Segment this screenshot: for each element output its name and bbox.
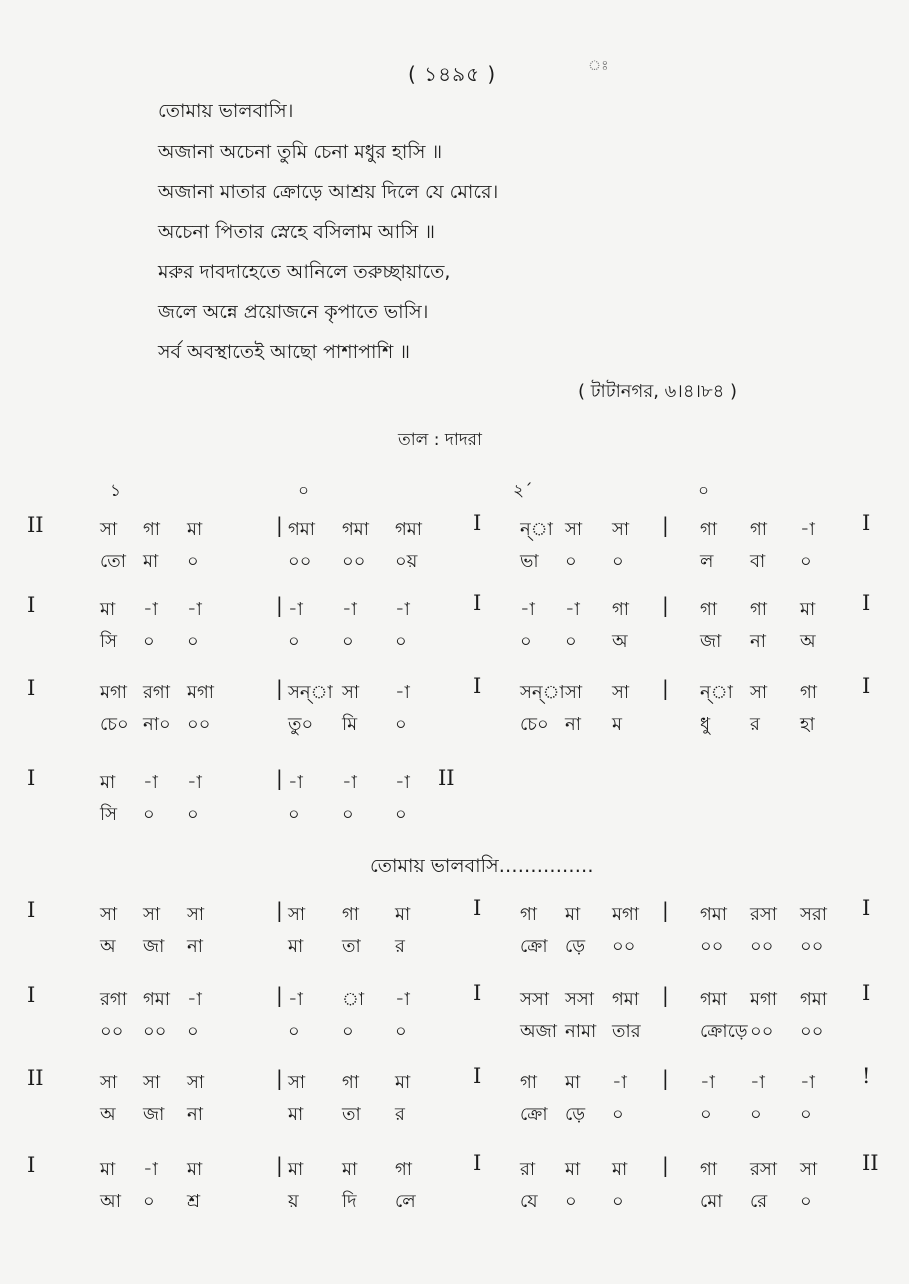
lyric-syllable: ০০: [612, 936, 636, 957]
lyric-syllable: ০: [520, 631, 532, 652]
swara-note: রগা: [143, 682, 170, 703]
lyric-syllable: ০: [750, 1104, 762, 1125]
lyric-syllable: অ: [800, 631, 816, 652]
bar-symbol-start: I: [27, 766, 36, 790]
swara-note: -া: [565, 599, 580, 620]
lyric-syllable: বা: [750, 551, 766, 572]
bar-symbol-mid: I: [473, 1151, 482, 1175]
swara-note: গা: [520, 904, 538, 925]
bar-symbol-start: I: [27, 983, 36, 1007]
bar-symbol-mid: I: [473, 674, 482, 698]
swara-note: সা: [100, 519, 118, 540]
lyric-line: সর্ব অবস্থাতেই আছো পাশাপাশি ॥: [158, 341, 410, 363]
bar-symbol-end: I: [862, 674, 871, 698]
lyric-syllable: ০০: [800, 936, 824, 957]
lyric-syllable: অ: [100, 936, 116, 957]
beat-divider: |: [276, 676, 283, 700]
swara-note: গমা: [612, 989, 640, 1010]
swara-note: গা: [342, 904, 360, 925]
swara-note: -া: [187, 989, 202, 1010]
lyric-syllable: ল: [700, 551, 714, 572]
swara-note: মগা: [612, 904, 640, 925]
lyric-syllable: ০০: [800, 1021, 824, 1042]
lyric-syllable: তা: [342, 1104, 361, 1125]
beat-divider: |: [276, 1153, 283, 1177]
swara-note: -া: [800, 519, 815, 540]
bar-symbol-mid: I: [473, 591, 482, 615]
swara-note: -া: [395, 989, 410, 1010]
swara-note: সা: [143, 904, 161, 925]
lyric-line: মরুর দাবদাহেতে আনিলে তরুচ্ছায়াতে,: [158, 261, 451, 283]
swara-note: -া: [288, 989, 303, 1010]
lyric-syllable: না: [565, 714, 581, 735]
swara-note: গমা: [700, 989, 728, 1010]
beat-marker: ২´: [513, 481, 533, 501]
bar-symbol-end: I: [862, 896, 871, 920]
bar-symbol-end: I: [862, 591, 871, 615]
corner-mark: ঃ: [588, 58, 609, 74]
lyric-syllable: হা: [800, 714, 815, 735]
swara-note: -া: [395, 682, 410, 703]
swara-note: ন্া: [520, 519, 553, 540]
lyric-syllable: ০: [612, 1191, 624, 1212]
beat-divider: |: [276, 983, 283, 1007]
lyric-syllable: শ্র: [187, 1191, 201, 1212]
swara-note: সা: [750, 682, 768, 703]
lyric-syllable: নামা: [565, 1021, 597, 1042]
lyric-syllable: ০: [800, 1191, 812, 1212]
bar-symbol-end: II: [438, 766, 455, 790]
bar-symbol-start: I: [27, 593, 36, 617]
bar-symbol-mid: I: [473, 981, 482, 1005]
swara-note: রসা: [750, 904, 778, 925]
source-note: ( টাটানগর, ৬।৪।৮৪ ): [578, 381, 738, 402]
lyric-syllable: ০: [700, 1104, 712, 1125]
lyric-syllable: ০০: [750, 1021, 774, 1042]
beat-marker: ১: [110, 481, 122, 501]
swara-note: গমা: [143, 989, 171, 1010]
lyric-syllable: ০: [143, 1191, 155, 1212]
lyric-syllable: ০: [143, 631, 155, 652]
swara-note: সন্া: [520, 682, 565, 703]
beat-divider: |: [662, 676, 669, 700]
swara-note: সা: [100, 1072, 118, 1093]
beat-divider: |: [662, 1153, 669, 1177]
lyric-line: অজানা অচেনা তুমি চেনা মধুর হাসি ॥: [158, 141, 443, 163]
swara-note: গা: [750, 599, 768, 620]
swara-note: -া: [800, 1072, 815, 1093]
swara-note: গা: [520, 1072, 538, 1093]
beat-divider: |: [662, 983, 669, 1007]
swara-note: -া: [612, 1072, 627, 1093]
lyric-syllable: ক্রো: [520, 936, 548, 957]
lyric-syllable: জা: [143, 936, 165, 957]
lyric-syllable: জা: [700, 631, 722, 652]
lyric-syllable: ০: [800, 551, 812, 572]
beat-divider: |: [276, 766, 283, 790]
lyric-syllable: র: [395, 1104, 405, 1125]
swara-note: মা: [565, 1159, 581, 1180]
lyric-syllable: র: [750, 714, 760, 735]
swara-note: গা: [395, 1159, 413, 1180]
lyric-syllable: চে০: [100, 714, 129, 735]
swara-note: সা: [342, 682, 360, 703]
lyric-syllable: ০: [342, 1021, 354, 1042]
lyric-syllable: ০০: [700, 936, 724, 957]
swara-note: -া: [750, 1072, 765, 1093]
swara-note: সা: [187, 1072, 205, 1093]
lyric-syllable: ক্রো: [520, 1104, 548, 1125]
swara-note: মা: [612, 1159, 628, 1180]
swara-note: -া: [288, 772, 303, 793]
bar-symbol-end: I: [862, 981, 871, 1005]
swara-note: সন্া: [288, 682, 333, 703]
lyric-syllable: ০: [395, 714, 407, 735]
swara-note: মা: [100, 772, 116, 793]
swara-note: সা: [143, 1072, 161, 1093]
swara-note: -া: [395, 772, 410, 793]
lyric-syllable: ভা: [520, 551, 539, 572]
swara-note: -া: [342, 772, 357, 793]
lyric-syllable: অ: [100, 1104, 116, 1125]
lyric-syllable: ০০: [288, 551, 312, 572]
swara-note: গমা: [800, 989, 828, 1010]
beat-divider: |: [662, 1066, 669, 1090]
swara-note: -া: [143, 1159, 158, 1180]
lyric-syllable: না: [187, 936, 203, 957]
lyric-syllable: ০: [395, 631, 407, 652]
lyric-syllable: চে০: [520, 714, 549, 735]
lyric-syllable: তো: [100, 551, 127, 572]
bar-symbol-mid: I: [473, 896, 482, 920]
beat-divider: |: [662, 513, 669, 537]
lyric-syllable: ০: [395, 1021, 407, 1042]
lyric-syllable: না০: [143, 714, 171, 735]
bar-symbol-start: I: [27, 1153, 36, 1177]
lyric-syllable: মা: [288, 936, 304, 957]
lyric-syllable: ড়ে: [565, 936, 586, 957]
swara-note: সা: [612, 519, 630, 540]
lyric-syllable: যে: [520, 1191, 538, 1212]
swara-note: মা: [342, 1159, 358, 1180]
lyric-syllable: ০: [187, 551, 199, 572]
beat-divider: |: [276, 593, 283, 617]
lyric-syllable: ম: [612, 714, 622, 735]
lyric-syllable: ০য়: [395, 551, 418, 572]
bar-symbol-mid: I: [473, 1064, 482, 1088]
swara-note: সা: [565, 519, 583, 540]
swara-note: মগা: [187, 682, 215, 703]
swara-note: সা: [288, 904, 306, 925]
swara-note: ন্া: [700, 682, 733, 703]
lyric-syllable: ০: [612, 551, 624, 572]
swara-note: মা: [100, 599, 116, 620]
swara-note: মা: [565, 1072, 581, 1093]
taal-label: তাল : দাদরা: [398, 430, 482, 450]
lyric-line: তোমায় ভালবাসি।: [158, 100, 294, 122]
lyric-syllable: তা: [342, 936, 361, 957]
lyric-syllable: ০: [288, 804, 300, 825]
lyric-syllable: অ: [612, 631, 628, 652]
lyric-syllable: ০: [395, 804, 407, 825]
lyric-syllable: ০: [187, 631, 199, 652]
bar-symbol-start: I: [27, 676, 36, 700]
lyric-syllable: ০: [800, 1104, 812, 1125]
beat-divider: |: [276, 513, 283, 537]
swara-note: সরা: [800, 904, 828, 925]
swara-note: -া: [288, 599, 303, 620]
lyric-syllable: মো: [700, 1191, 723, 1212]
swara-note: গা: [342, 1072, 360, 1093]
swara-note: গা: [700, 519, 718, 540]
page-number: ( ১৪৯৫ ): [408, 62, 497, 86]
swara-note: মা: [565, 904, 581, 925]
swara-note: মা: [187, 1159, 203, 1180]
lyric-syllable: তার: [612, 1021, 641, 1042]
lyric-syllable: ০: [187, 804, 199, 825]
swara-note: গা: [800, 682, 818, 703]
swara-note: মা: [395, 1072, 411, 1093]
lyric-syllable: মি: [342, 714, 358, 735]
swara-note: গা: [700, 1159, 718, 1180]
swara-note: মগা: [100, 682, 128, 703]
swara-note: মা: [288, 1159, 304, 1180]
lyric-syllable: ক্রোড়ে: [700, 1021, 748, 1042]
beat-divider: |: [662, 593, 669, 617]
lyric-syllable: ০: [187, 1021, 199, 1042]
lyric-line: জলে অন্নে প্রয়োজনে কৃপাতে ভাসি।: [158, 301, 429, 323]
lyric-syllable: সি: [100, 804, 118, 825]
swara-note: মা: [100, 1159, 116, 1180]
swara-note: সা: [100, 904, 118, 925]
swara-note: রসা: [750, 1159, 778, 1180]
bar-symbol-mid: I: [473, 511, 482, 535]
bar-symbol-end: !: [862, 1064, 871, 1088]
swara-note: -া: [187, 599, 202, 620]
beat-divider: |: [662, 898, 669, 922]
swara-note: সসা: [565, 989, 595, 1010]
swara-note: সা: [800, 1159, 818, 1180]
lyric-syllable: ০: [288, 1021, 300, 1042]
swara-note: সা: [187, 904, 205, 925]
swara-note: া: [342, 989, 365, 1010]
lyric-syllable: ০০: [143, 1021, 167, 1042]
lyric-syllable: জা: [143, 1104, 165, 1125]
swara-note: গমা: [342, 519, 370, 540]
swara-note: মা: [395, 904, 411, 925]
swara-note: সা: [612, 682, 630, 703]
swara-note: সসা: [520, 989, 550, 1010]
swara-note: মা: [800, 599, 816, 620]
lyric-syllable: ড়ে: [565, 1104, 586, 1125]
swara-note: -া: [187, 772, 202, 793]
lyric-syllable: ০: [342, 804, 354, 825]
swara-note: মা: [187, 519, 203, 540]
bar-symbol-start: II: [27, 1066, 44, 1090]
lyric-syllable: ০০: [750, 936, 774, 957]
lyric-syllable: ০: [342, 631, 354, 652]
swara-note: -া: [143, 772, 158, 793]
lyric-syllable: আ: [100, 1191, 121, 1212]
swara-note: মগা: [750, 989, 778, 1010]
lyric-syllable: অজা: [520, 1021, 557, 1042]
swara-note: -া: [342, 599, 357, 620]
lyric-syllable: তু০: [288, 714, 314, 735]
refrain-line: তোমায় ভালবাসি……………: [370, 855, 594, 877]
lyric-syllable: ০: [565, 631, 577, 652]
swara-note: সা: [288, 1072, 306, 1093]
swara-note: -া: [143, 599, 158, 620]
lyric-syllable: ০: [288, 631, 300, 652]
swara-note: গা: [750, 519, 768, 540]
lyric-syllable: ০: [143, 804, 155, 825]
swara-note: গমা: [395, 519, 423, 540]
lyric-syllable: রে: [750, 1191, 768, 1212]
lyric-syllable: ০: [565, 551, 577, 572]
swara-note: রগা: [100, 989, 127, 1010]
bar-symbol-end: I: [862, 511, 871, 535]
beat-marker: ০: [698, 481, 710, 501]
swara-note: গমা: [288, 519, 316, 540]
swara-note: -া: [700, 1072, 715, 1093]
lyric-syllable: মা: [288, 1104, 304, 1125]
swara-note: -া: [395, 599, 410, 620]
lyric-line: অজানা মাতার ক্রোড়ে আশ্রয় দিলে যে মোরে।: [158, 181, 499, 203]
lyric-syllable: সি: [100, 631, 118, 652]
lyric-syllable: দি: [342, 1191, 357, 1212]
lyric-syllable: মা: [143, 551, 159, 572]
lyric-syllable: ০: [612, 1104, 624, 1125]
lyric-syllable: ধু: [700, 714, 711, 735]
lyric-syllable: র: [395, 936, 405, 957]
lyric-syllable: না: [187, 1104, 203, 1125]
swara-note: সা: [565, 682, 583, 703]
lyric-syllable: ০: [565, 1191, 577, 1212]
lyric-syllable: ০০: [187, 714, 211, 735]
lyric-syllable: লে: [395, 1191, 416, 1212]
lyric-syllable: ০০: [342, 551, 366, 572]
swara-note: গা: [143, 519, 161, 540]
beat-marker: ০: [298, 481, 310, 501]
bar-symbol-start: I: [27, 898, 36, 922]
bar-symbol-end: II: [862, 1151, 879, 1175]
swara-note: গা: [700, 599, 718, 620]
beat-divider: |: [276, 898, 283, 922]
lyric-syllable: ০০: [100, 1021, 124, 1042]
swara-note: গা: [612, 599, 630, 620]
swara-note: -া: [520, 599, 535, 620]
lyric-syllable: য়: [288, 1191, 299, 1212]
swara-note: রা: [520, 1159, 536, 1180]
lyric-syllable: না: [750, 631, 766, 652]
lyric-line: অচেনা পিতার স্নেহে বসিলাম আসি ॥: [158, 221, 435, 243]
beat-divider: |: [276, 1066, 283, 1090]
swara-note: গমা: [700, 904, 728, 925]
bar-symbol-start: II: [27, 513, 44, 537]
